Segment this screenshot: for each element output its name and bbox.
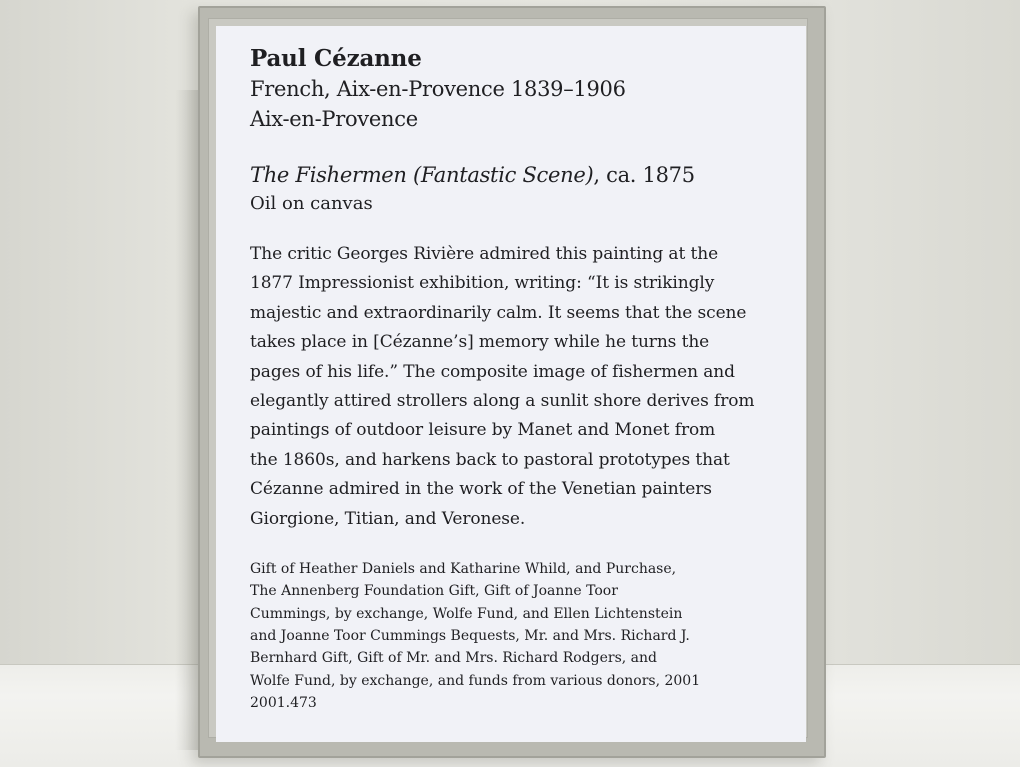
description-line: majestic and extraordinarily calm. It seems that the scene — [250, 302, 747, 323]
description-line: pages of his life.” The composite image of fishermen and — [250, 361, 735, 382]
artist-place: Aix-en-Provence — [250, 107, 418, 131]
description-line: takes place in [Cézanne’s] memory while he turns the — [250, 332, 710, 353]
accession-number: 2001.473 — [250, 694, 317, 711]
credit-line-text: Wolfe Fund, by exchange, and funds from various donors, 2001 — [250, 672, 701, 689]
description-line: the 1860s, and harkens back to pastoral prototypes that — [250, 449, 730, 470]
credit-line-text: and Joanne Toor Cummings Bequests, Mr. and Mrs. Richard J. — [250, 627, 690, 644]
description-line: Cézanne admired in the work of the Venetian painters — [250, 479, 712, 500]
artist-name: Paul Cézanne — [250, 45, 422, 72]
description-line: elegantly attired strollers along a sunlit shore derives from — [250, 391, 755, 412]
artwork-title: The Fishermen (Fantastic Scene) — [250, 163, 594, 187]
description-line: The critic Georges Rivière admired this painting at the — [250, 244, 719, 264]
description-line: 1877 Impressionist exhibition, writing: “It is strikingly — [250, 273, 715, 294]
credit-line-text: Cummings, by exchange, Wolfe Fund, and Ellen Lichtenstein — [250, 605, 683, 622]
credit-line-text: The Annenberg Foundation Gift, Gift of Joanne Toor — [250, 583, 618, 600]
description-line: paintings of outdoor leisure by Manet and Monet from — [250, 420, 716, 441]
credit-line — [250, 558, 790, 714]
credit-line-text: Gift of Heather Daniels and Katharine Whild, and Purchase, — [250, 561, 677, 578]
label-text — [250, 44, 790, 714]
credit-line-text: Bernhard Gift, Gift of Mr. and Mrs. Richard Rodgers, and — [250, 650, 657, 667]
artwork-description — [250, 240, 790, 534]
description-line: Giorgione, Titian, and Veronese. — [250, 508, 526, 529]
artwork-title-line — [250, 160, 790, 190]
museum-wall-label — [216, 26, 806, 742]
artwork-medium: Oil on canvas — [250, 193, 373, 214]
artist-nationality: French, Aix-en-Provence 1839–1906 — [250, 77, 626, 101]
artwork-date: , ca. 1875 — [593, 163, 695, 187]
